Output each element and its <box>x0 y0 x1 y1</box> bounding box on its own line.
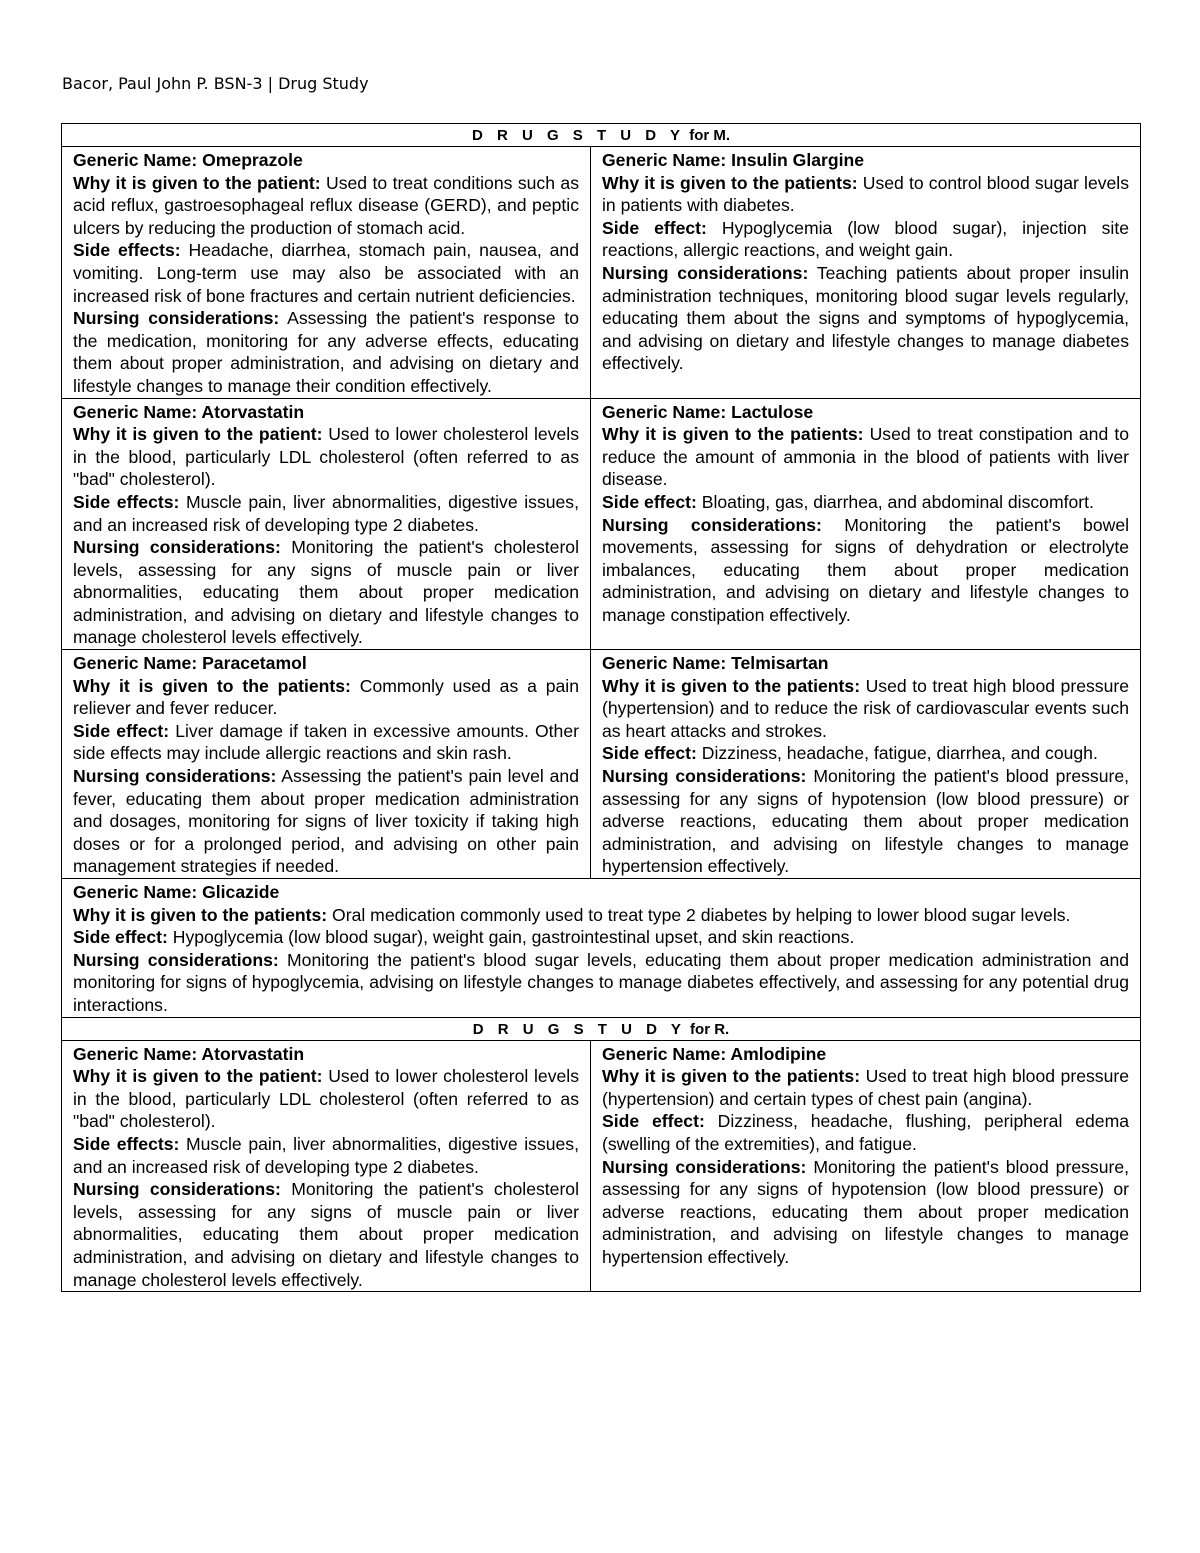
why-given-text: Commonly used as a pain reliever and fever reducer. <box>73 675 579 719</box>
section-title-spaced: D R U G S T U D Y <box>472 1020 686 1038</box>
generic-name-label: Generic Name: <box>602 653 727 674</box>
side-effects-text: Hypoglycemia (low blood sugar), injection site reactions, allergic reactions, and weight gain. <box>602 217 1129 261</box>
section-title-patient: for R. <box>685 1020 730 1038</box>
why-given-label: Why it is given to the patient: <box>73 1066 323 1087</box>
generic-name-label: Generic Name: <box>602 1043 727 1064</box>
nursing-considerations <box>602 262 1129 375</box>
generic-name-label: Generic Name: <box>73 1043 198 1064</box>
nursing-label: Nursing considerations: <box>73 766 277 787</box>
side-effects <box>73 720 579 765</box>
generic-name <box>73 881 1129 904</box>
side-effects <box>73 491 579 536</box>
drug-row <box>62 147 1141 399</box>
side-effects-text: Bloating, gas, diarrhea, and abdominal discomfort. <box>696 491 1094 512</box>
generic-name <box>602 1043 1129 1066</box>
nursing-text: Monitoring the patient's bowel movements, assessing for signs of dehydration or electrolyte imbalances, educating them about proper medication administration, and advising on dietary and lifestyle changes to manage constipation effectively. <box>602 514 1130 625</box>
nursing-label: Nursing considerations: <box>602 262 809 283</box>
nursing-text: Monitoring the patient's cholesterol levels, assessing for any signs of muscle pain or liver abnormalities, educating them about proper medication administration, and advising on dietary and lifestyle changes to manage cholesterol levels effectively. <box>73 537 579 648</box>
nursing-label: Nursing considerations: <box>602 766 807 787</box>
drug-row <box>62 650 1141 879</box>
nursing-text: Monitoring the patient's blood sugar levels, educating them about proper medication administration and monitoring for signs of hypoglycemia, advising on lifestyle changes to manage diabetes effectively, and assessing for any potential drug interactions. <box>73 949 1130 1015</box>
why-given-label: Why it is given to the patient: <box>73 424 323 445</box>
side-effects-text: Dizziness, headache, fatigue, diarrhea, and cough. <box>696 743 1098 764</box>
side-effects-label: Side effects: <box>73 491 180 512</box>
why-given <box>602 172 1129 217</box>
side-effects <box>73 1133 579 1178</box>
why-given-label: Why it is given to the patient: <box>73 172 321 193</box>
generic-name-label: Generic Name: <box>73 150 198 170</box>
side-effects-label: Side effects: <box>73 240 181 261</box>
side-effects-label: Side effect: <box>73 720 170 741</box>
section-title-patient: for M. <box>685 127 731 144</box>
drug-cell <box>591 398 1141 650</box>
why-given-text: Used to control blood sugar levels in patients with diabetes. <box>602 172 1130 216</box>
side-effects-label: Side effect: <box>602 491 697 512</box>
drug-cell <box>591 1040 1141 1292</box>
nursing-text: Monitoring the patient's cholesterol levels, assessing for any signs of muscle pain or liver abnormalities, educating them about proper medication administration, and advising on dietary and lifestyle changes to manage cholesterol levels effectively. <box>73 1179 579 1290</box>
generic-name-value: Telmisartan <box>726 653 829 674</box>
side-effects-text: Headache, diarrhea, stomach pain, nausea, and vomiting. Long-term use may also be associated with an increased risk of bone fractures and certain nutrient deficiencies. <box>73 240 579 306</box>
drug-row <box>62 879 1141 1018</box>
nursing-label: Nursing considerations: <box>73 308 280 329</box>
generic-name-value: Amlodipine <box>726 1043 827 1064</box>
generic-name-label: Generic Name: <box>73 401 198 422</box>
why-given-label: Why it is given to the patients: <box>73 904 328 925</box>
drug-row <box>62 1040 1141 1292</box>
drug-cell <box>62 398 591 650</box>
nursing-considerations <box>602 1156 1129 1269</box>
why-given <box>602 1065 1129 1110</box>
drug-cell <box>591 650 1141 879</box>
generic-name <box>73 652 579 675</box>
nursing-considerations <box>73 1178 579 1291</box>
nursing-considerations <box>73 765 579 878</box>
side-effects-label: Side effect: <box>73 927 168 948</box>
side-effects <box>602 742 1129 765</box>
drug-study-table <box>61 123 1141 1292</box>
why-given <box>73 904 1129 927</box>
generic-name-value: Paracetamol <box>197 653 307 674</box>
why-given-text: Used to lower cholesterol levels in the blood, particularly LDL cholesterol (often referred to as "bad" cholesterol). <box>73 1066 579 1132</box>
nursing-considerations <box>602 765 1129 878</box>
drug-cell <box>62 147 591 399</box>
side-effects-label: Side effect: <box>602 1111 705 1132</box>
why-given-label: Why it is given to the patients: <box>602 675 861 696</box>
side-effects-text: Hypoglycemia (low blood sugar), weight gain, gastrointestinal upset, and skin reactions. <box>167 927 855 948</box>
generic-name-label: Generic Name: <box>73 653 198 674</box>
why-given <box>73 423 579 491</box>
nursing-considerations <box>73 949 1129 1017</box>
nursing-label: Nursing considerations: <box>602 1156 807 1177</box>
why-given <box>602 675 1129 743</box>
drug-cell <box>62 1040 591 1292</box>
section-title <box>62 1017 1141 1040</box>
nursing-text: Assessing the patient's response to the medication, monitoring for any adverse effects, educating them about proper administration, and advising on dietary and lifestyle changes to manage their condition effectively. <box>73 308 579 396</box>
side-effects-label: Side effect: <box>602 743 697 764</box>
generic-name-value: Insulin Glargine <box>726 150 865 170</box>
generic-name-label: Generic Name: <box>602 150 727 170</box>
why-given-label: Why it is given to the patients: <box>602 172 858 193</box>
generic-name <box>73 149 579 172</box>
side-effects <box>602 1110 1129 1155</box>
side-effects-text: Muscle pain, liver abnormalities, digestive issues, and an increased risk of developing type 2 diabetes. <box>73 491 579 535</box>
why-given-label: Why it is given to the patients: <box>73 675 351 696</box>
section-title-spaced: D R U G S T U D Y <box>471 127 686 144</box>
why-given-text: Used to treat high blood pressure (hypertension) and to reduce the risk of cardiovascular events such as heart attacks and strokes. <box>602 675 1130 741</box>
generic-name-value: Lactulose <box>726 401 814 422</box>
generic-name <box>602 652 1129 675</box>
nursing-considerations <box>73 536 579 649</box>
side-effects <box>602 491 1129 514</box>
generic-name-label: Generic Name: <box>73 882 198 902</box>
page-header: Bacor, Paul John P. BSN-3 | Drug Study <box>62 74 369 93</box>
side-effects <box>73 239 579 307</box>
side-effects-text: Muscle pain, liver abnormalities, digestive issues, and an increased risk of developing type 2 diabetes. <box>73 1133 579 1177</box>
side-effects-text: Liver damage if taken in excessive amounts. Other side effects may include allergic reactions and skin rash. <box>73 720 579 764</box>
nursing-label: Nursing considerations: <box>73 1179 281 1200</box>
why-given-text: Used to lower cholesterol levels in the blood, particularly LDL cholesterol (often referred to as "bad" cholesterol). <box>73 424 579 490</box>
section-title-row <box>62 1017 1141 1040</box>
generic-name <box>73 401 579 424</box>
why-given-text: Used to treat conditions such as acid reflux, gastroesophageal reflux disease (GERD), and peptic ulcers by reducing the production of stomach acid. <box>73 172 579 238</box>
nursing-text: Teaching patients about proper insulin administration techniques, monitoring blood sugar levels regularly, educating them about the signs and symptoms of hypoglycemia, and advising on dietary and lifestyle changes to manage diabetes effectively. <box>602 262 1130 374</box>
generic-name <box>73 1043 579 1066</box>
nursing-text: Monitoring the patient's blood pressure, assessing for any signs of hypotension (low blood pressure) or adverse reactions, educating them about proper medication administration, and advising on lifestyle changes to manage hypertension effectively. <box>602 1156 1130 1267</box>
nursing-text: Assessing the patient's pain level and fever, educating them about proper medication administration and dosages, monitoring for signs of liver toxicity if taking high doses or for a prolonged period, and advising on other pain management strategies if needed. <box>73 766 579 877</box>
why-given <box>602 423 1129 491</box>
generic-name-value: Omeprazole <box>197 150 303 170</box>
generic-name-value: Atorvastatin <box>197 1043 305 1064</box>
drug-row <box>62 398 1141 650</box>
side-effects <box>73 926 1129 949</box>
side-effects <box>602 217 1129 262</box>
nursing-considerations <box>602 514 1129 627</box>
why-given <box>73 1065 579 1133</box>
why-given <box>73 675 579 720</box>
generic-name <box>602 149 1129 172</box>
section-title-row <box>62 124 1141 147</box>
nursing-considerations <box>73 307 579 397</box>
side-effects-label: Side effects: <box>73 1133 180 1154</box>
drug-cell-full <box>62 879 1141 1018</box>
generic-name-value: Glicazide <box>197 882 280 902</box>
generic-name <box>602 401 1129 424</box>
nursing-label: Nursing considerations: <box>602 514 822 535</box>
section-title <box>62 124 1141 147</box>
why-given-text: Used to treat high blood pressure (hypertension) and certain types of chest pain (angina). <box>602 1066 1130 1109</box>
generic-name-label: Generic Name: <box>602 401 727 422</box>
drug-cell <box>591 147 1141 399</box>
why-given-label: Why it is given to the patients: <box>602 1066 861 1087</box>
why-given-text: Oral medication commonly used to treat type 2 diabetes by helping to lower blood sugar levels. <box>327 904 1071 925</box>
generic-name-value: Atorvastatin <box>197 401 305 422</box>
nursing-text: Monitoring the patient's blood pressure, assessing for any signs of hypotension (low blood pressure) or adverse reactions, educating them about proper medication administration, and advising on lifestyle changes to manage hypertension effectively. <box>602 766 1130 877</box>
why-given-label: Why it is given to the patients: <box>602 424 864 445</box>
drug-cell <box>62 650 591 879</box>
why-given <box>73 172 579 240</box>
side-effects-label: Side effect: <box>602 217 707 238</box>
side-effects-text: Dizziness, headache, flushing, peripheral edema (swelling of the extremities), and fatigue. <box>602 1111 1130 1154</box>
why-given-text: Used to treat constipation and to reduce the amount of ammonia in the blood of patients with liver disease. <box>602 424 1130 490</box>
nursing-label: Nursing considerations: <box>73 537 281 558</box>
nursing-label: Nursing considerations: <box>73 949 279 970</box>
